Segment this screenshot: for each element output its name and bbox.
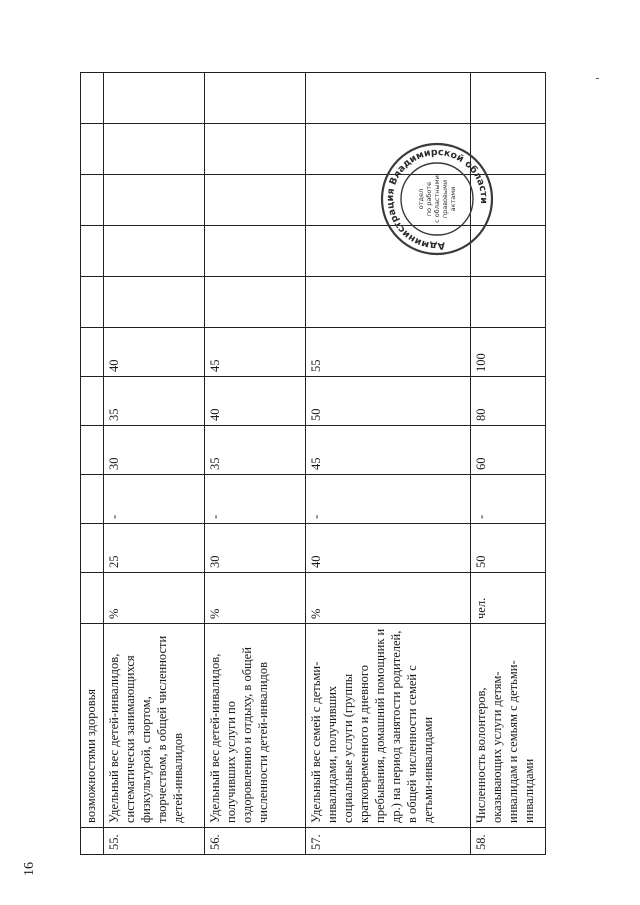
cell-value bbox=[81, 475, 104, 524]
value: 35 bbox=[205, 426, 306, 475]
cell-empty bbox=[81, 277, 104, 328]
value: 55 bbox=[306, 328, 471, 377]
cell-value bbox=[81, 524, 104, 573]
value: 45 bbox=[205, 328, 306, 377]
seal-graphic bbox=[378, 140, 496, 258]
row-number: 58. bbox=[471, 828, 546, 855]
value: - bbox=[205, 475, 306, 524]
value: 50 bbox=[306, 377, 471, 426]
cell-empty bbox=[205, 73, 306, 124]
cell-empty bbox=[104, 175, 205, 226]
value: 30 bbox=[205, 524, 306, 573]
seal-center-line: правовыми bbox=[441, 179, 449, 219]
cell-empty bbox=[205, 277, 306, 328]
cell-empty bbox=[81, 73, 104, 124]
value: 40 bbox=[306, 524, 471, 573]
table-row bbox=[104, 73, 205, 855]
cell-empty bbox=[471, 277, 546, 328]
unit: % bbox=[104, 573, 205, 624]
cell-value bbox=[81, 377, 104, 426]
indicator-name: Удельный вес детей-инвалидов, систематически занимающихся физкультурой, спортом, творчеством, в общей численности детей-инвалидов bbox=[104, 624, 205, 828]
row-number: 56. bbox=[205, 828, 306, 855]
cell-empty bbox=[104, 73, 205, 124]
cell-empty bbox=[104, 226, 205, 277]
cell-empty bbox=[205, 175, 306, 226]
seal-center-line: актами bbox=[449, 186, 457, 212]
cell-value bbox=[81, 426, 104, 475]
unit: % bbox=[306, 573, 471, 624]
value: 45 bbox=[306, 426, 471, 475]
scan-mark bbox=[596, 78, 599, 79]
cell-empty bbox=[205, 226, 306, 277]
cell-num bbox=[81, 828, 104, 855]
indicator-name: Удельный вес семей с детьми-инвалидами, получивших социальные услуги (группы кратковременного и дневного пребывания, домашний помощник и др.) на период занятости родителей, в общей численности семей с детьми-инвалидами bbox=[306, 624, 471, 828]
seal-center-line: с областными bbox=[433, 175, 441, 223]
indicator-name: Численность волонтеров, оказывающих услуги детям-инвалидам и семьям с детьми-инвалидами bbox=[471, 624, 546, 828]
seal-center-line: отдел bbox=[417, 188, 425, 210]
value: 80 bbox=[471, 377, 546, 426]
cell-empty bbox=[81, 226, 104, 277]
cell-empty bbox=[81, 175, 104, 226]
value: - bbox=[104, 475, 205, 524]
cell-empty bbox=[471, 73, 546, 124]
cell-empty bbox=[104, 124, 205, 175]
value: 60 bbox=[471, 426, 546, 475]
cell-empty bbox=[306, 277, 471, 328]
cell-value bbox=[81, 328, 104, 377]
value: 40 bbox=[205, 377, 306, 426]
value: 25 bbox=[104, 524, 205, 573]
unit: чел. bbox=[471, 573, 546, 624]
value: 50 bbox=[471, 524, 546, 573]
official-seal bbox=[378, 140, 496, 258]
cell-empty bbox=[306, 73, 471, 124]
indicator-name: Удельный вес детей-инвалидов, получивших услуги по оздоровлению и отдыху, в общей численности детей-инвалидов bbox=[205, 624, 306, 828]
page-number: 16 bbox=[22, 862, 37, 876]
value: 40 bbox=[104, 328, 205, 377]
cell-empty bbox=[81, 124, 104, 175]
table-row bbox=[81, 73, 104, 855]
unit: % bbox=[205, 573, 306, 624]
cell-empty bbox=[104, 277, 205, 328]
value: - bbox=[471, 475, 546, 524]
row-number: 55. bbox=[104, 828, 205, 855]
value: 35 bbox=[104, 377, 205, 426]
cell-unit bbox=[81, 573, 104, 624]
row-number: 57. bbox=[306, 828, 471, 855]
svg-text:Администрация Владимирской обл: Администрация Владимирской области bbox=[384, 146, 490, 252]
table-row bbox=[205, 73, 306, 855]
value: 30 bbox=[104, 426, 205, 475]
value: - bbox=[306, 475, 471, 524]
continuation-text: возможностями здоровья bbox=[81, 624, 104, 828]
seal-center-line: по работе bbox=[425, 181, 433, 217]
page-number-holder bbox=[8, 446, 37, 876]
value: 100 bbox=[471, 328, 546, 377]
cell-empty bbox=[205, 124, 306, 175]
